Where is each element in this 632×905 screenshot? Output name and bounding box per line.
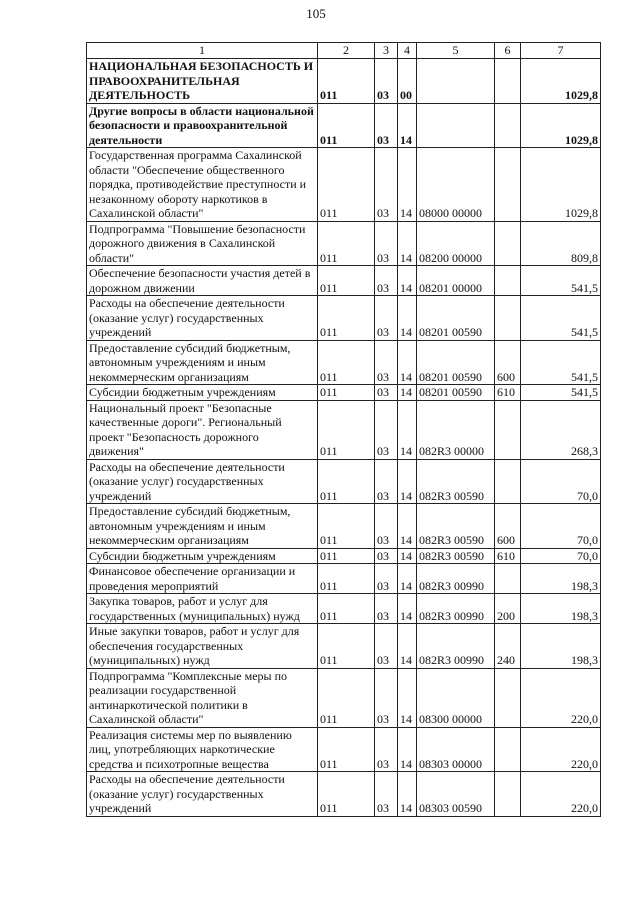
section-code-cell: 03 xyxy=(375,266,398,296)
target-code-cell: 08201 00590 xyxy=(417,340,495,385)
target-code-cell xyxy=(417,59,495,104)
subsection-code-cell: 14 xyxy=(398,504,417,549)
table-row xyxy=(87,548,601,564)
amount-cell: 809,8 xyxy=(521,221,601,266)
row-name-cell: Другие вопросы в области национальной безопасности и правоохранительной деятельности xyxy=(87,103,318,148)
header-cell: 4 xyxy=(398,43,417,59)
row-name-cell: Национальный проект "Безопасные качественные дороги". Региональный проект "Безопасность дорожного движения" xyxy=(87,400,318,459)
amount-cell: 541,5 xyxy=(521,296,601,341)
target-code-cell: 082R3 00590 xyxy=(417,459,495,504)
amount-cell: 268,3 xyxy=(521,400,601,459)
row-name-cell: Финансовое обеспечение организации и проведения мероприятий xyxy=(87,564,318,594)
table-row xyxy=(87,400,601,459)
ministry-code-cell: 011 xyxy=(318,772,375,817)
expense-type-cell: 610 xyxy=(495,548,521,564)
expense-type-cell: 200 xyxy=(495,594,521,624)
table-row xyxy=(87,504,601,549)
expense-type-cell xyxy=(495,296,521,341)
row-name-cell: Закупка товаров, работ и услуг для государственных (муниципальных) нужд xyxy=(87,594,318,624)
row-name-cell: Субсидии бюджетным учреждениям xyxy=(87,548,318,564)
subsection-code-cell: 14 xyxy=(398,266,417,296)
expense-type-cell: 600 xyxy=(495,340,521,385)
target-code-cell: 082R3 00590 xyxy=(417,504,495,549)
amount-cell: 198,3 xyxy=(521,564,601,594)
expense-type-cell xyxy=(495,772,521,817)
subsection-code-cell: 14 xyxy=(398,340,417,385)
amount-cell: 198,3 xyxy=(521,594,601,624)
section-code-cell: 03 xyxy=(375,459,398,504)
header-row xyxy=(87,43,601,59)
table-row xyxy=(87,340,601,385)
expense-type-cell xyxy=(495,266,521,296)
section-code-cell: 03 xyxy=(375,103,398,148)
section-code-cell: 03 xyxy=(375,594,398,624)
header-cell: 2 xyxy=(318,43,375,59)
section-code-cell: 03 xyxy=(375,504,398,549)
subsection-code-cell: 14 xyxy=(398,385,417,401)
ministry-code-cell: 011 xyxy=(318,340,375,385)
budget-table xyxy=(86,42,601,817)
target-code-cell xyxy=(417,103,495,148)
header-cell: 1 xyxy=(87,43,318,59)
section-code-cell: 03 xyxy=(375,668,398,727)
subsection-code-cell: 14 xyxy=(398,624,417,669)
row-name-cell: Обеспечение безопасности участия детей в дорожном движении xyxy=(87,266,318,296)
row-name-cell: Государственная программа Сахалинской области "Обеспечение общественного порядка, противодействие преступности и незаконному обороту наркотиков в Сахалинской области" xyxy=(87,148,318,222)
ministry-code-cell: 011 xyxy=(318,727,375,772)
table-row xyxy=(87,594,601,624)
row-name-cell: Расходы на обеспечение деятельности (оказание услуг) государственных учреждений xyxy=(87,296,318,341)
section-code-cell: 03 xyxy=(375,624,398,669)
amount-cell: 1029,8 xyxy=(521,59,601,104)
section-code-cell: 03 xyxy=(375,59,398,104)
expense-type-cell: 240 xyxy=(495,624,521,669)
table-row xyxy=(87,296,601,341)
row-name-cell: Предоставление субсидий бюджетным, автономным учреждениям и иным некоммерческим организациям xyxy=(87,340,318,385)
amount-cell: 541,5 xyxy=(521,340,601,385)
amount-cell: 220,0 xyxy=(521,668,601,727)
table-row xyxy=(87,624,601,669)
table-row xyxy=(87,266,601,296)
target-code-cell: 08300 00000 xyxy=(417,668,495,727)
table-row xyxy=(87,59,601,104)
row-name-cell: Реализация системы мер по выявлению лиц, употребляющих наркотические средства и психотропные вещества xyxy=(87,727,318,772)
subsection-code-cell: 14 xyxy=(398,727,417,772)
header-cell: 6 xyxy=(495,43,521,59)
target-code-cell: 082R3 00590 xyxy=(417,548,495,564)
expense-type-cell: 610 xyxy=(495,385,521,401)
page-number: 105 xyxy=(306,6,326,21)
table-row xyxy=(87,103,601,148)
table-row xyxy=(87,459,601,504)
target-code-cell: 08000 00000 xyxy=(417,148,495,222)
subsection-code-cell: 14 xyxy=(398,668,417,727)
subsection-code-cell: 14 xyxy=(398,221,417,266)
amount-cell: 541,5 xyxy=(521,266,601,296)
amount-cell: 220,0 xyxy=(521,772,601,817)
ministry-code-cell: 011 xyxy=(318,400,375,459)
ministry-code-cell: 011 xyxy=(318,548,375,564)
ministry-code-cell: 011 xyxy=(318,59,375,104)
amount-cell: 70,0 xyxy=(521,548,601,564)
section-code-cell: 03 xyxy=(375,727,398,772)
table-row xyxy=(87,221,601,266)
section-code-cell: 03 xyxy=(375,296,398,341)
section-code-cell: 03 xyxy=(375,385,398,401)
target-code-cell: 08303 00590 xyxy=(417,772,495,817)
target-code-cell: 082R3 00990 xyxy=(417,624,495,669)
amount-cell: 70,0 xyxy=(521,459,601,504)
subsection-code-cell: 14 xyxy=(398,296,417,341)
expense-type-cell xyxy=(495,668,521,727)
ministry-code-cell: 011 xyxy=(318,504,375,549)
ministry-code-cell: 011 xyxy=(318,459,375,504)
target-code-cell: 082R3 00990 xyxy=(417,594,495,624)
ministry-code-cell: 011 xyxy=(318,564,375,594)
section-code-cell: 03 xyxy=(375,221,398,266)
target-code-cell: 082R3 00990 xyxy=(417,564,495,594)
ministry-code-cell: 011 xyxy=(318,221,375,266)
expense-type-cell xyxy=(495,148,521,222)
target-code-cell: 08201 00590 xyxy=(417,385,495,401)
header-cell: 3 xyxy=(375,43,398,59)
table-row xyxy=(87,385,601,401)
subsection-code-cell: 14 xyxy=(398,564,417,594)
amount-cell: 70,0 xyxy=(521,504,601,549)
expense-type-cell xyxy=(495,459,521,504)
subsection-code-cell: 14 xyxy=(398,772,417,817)
row-name-cell: Подпрограмма "Повышение безопасности дорожного движения в Сахалинской области" xyxy=(87,221,318,266)
ministry-code-cell: 011 xyxy=(318,148,375,222)
row-name-cell: НАЦИОНАЛЬНАЯ БЕЗОПАСНОСТЬ И ПРАВООХРАНИТЕЛЬНАЯ ДЕЯТЕЛЬНОСТЬ xyxy=(87,59,318,104)
subsection-code-cell: 14 xyxy=(398,548,417,564)
section-code-cell: 03 xyxy=(375,148,398,222)
amount-cell: 198,3 xyxy=(521,624,601,669)
row-name-cell: Иные закупки товаров, работ и услуг для обеспечения государственных (муниципальных) нужд xyxy=(87,624,318,669)
ministry-code-cell: 011 xyxy=(318,594,375,624)
amount-cell: 1029,8 xyxy=(521,103,601,148)
ministry-code-cell: 011 xyxy=(318,668,375,727)
amount-cell: 220,0 xyxy=(521,727,601,772)
target-code-cell: 08201 00000 xyxy=(417,266,495,296)
header-cell: 5 xyxy=(417,43,495,59)
section-code-cell: 03 xyxy=(375,772,398,817)
amount-cell: 541,5 xyxy=(521,385,601,401)
table-row xyxy=(87,668,601,727)
row-name-cell: Субсидии бюджетным учреждениям xyxy=(87,385,318,401)
table-row xyxy=(87,772,601,817)
table-row xyxy=(87,148,601,222)
expense-type-cell xyxy=(495,727,521,772)
amount-cell: 1029,8 xyxy=(521,148,601,222)
target-code-cell: 08303 00000 xyxy=(417,727,495,772)
subsection-code-cell: 14 xyxy=(398,400,417,459)
table-row xyxy=(87,564,601,594)
row-name-cell: Расходы на обеспечение деятельности (оказание услуг) государственных учреждений xyxy=(87,459,318,504)
subsection-code-cell: 14 xyxy=(398,459,417,504)
target-code-cell: 08201 00590 xyxy=(417,296,495,341)
target-code-cell: 082R3 00000 xyxy=(417,400,495,459)
section-code-cell: 03 xyxy=(375,340,398,385)
ministry-code-cell: 011 xyxy=(318,624,375,669)
expense-type-cell xyxy=(495,59,521,104)
table-row xyxy=(87,727,601,772)
expense-type-cell xyxy=(495,221,521,266)
row-name-cell: Подпрограмма "Комплексные меры по реализации государственной антинаркотической политики в Сахалинской области" xyxy=(87,668,318,727)
subsection-code-cell: 14 xyxy=(398,148,417,222)
target-code-cell: 08200 00000 xyxy=(417,221,495,266)
header-cell: 7 xyxy=(521,43,601,59)
subsection-code-cell: 14 xyxy=(398,103,417,148)
section-code-cell: 03 xyxy=(375,564,398,594)
expense-type-cell: 600 xyxy=(495,504,521,549)
expense-type-cell xyxy=(495,400,521,459)
ministry-code-cell: 011 xyxy=(318,103,375,148)
section-code-cell: 03 xyxy=(375,400,398,459)
expense-type-cell xyxy=(495,564,521,594)
ministry-code-cell: 011 xyxy=(318,296,375,341)
ministry-code-cell: 011 xyxy=(318,385,375,401)
section-code-cell: 03 xyxy=(375,548,398,564)
row-name-cell: Расходы на обеспечение деятельности (оказание услуг) государственных учреждений xyxy=(87,772,318,817)
ministry-code-cell: 011 xyxy=(318,266,375,296)
row-name-cell: Предоставление субсидий бюджетным, автономным учреждениям и иным некоммерческим организациям xyxy=(87,504,318,549)
expense-type-cell xyxy=(495,103,521,148)
subsection-code-cell: 14 xyxy=(398,594,417,624)
subsection-code-cell: 00 xyxy=(398,59,417,104)
